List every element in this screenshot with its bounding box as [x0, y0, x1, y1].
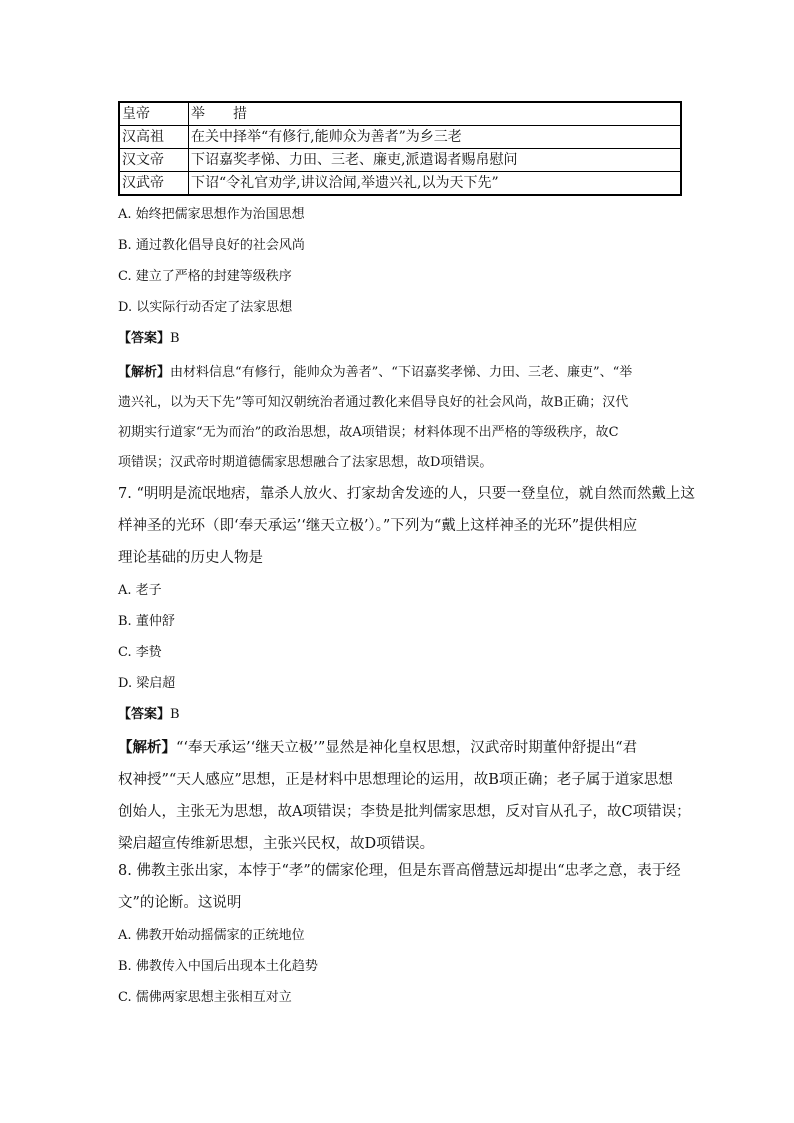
q6-option-a: A. 始终把儒家思想作为治国思想 — [118, 207, 305, 222]
table-row — [119, 149, 681, 172]
q8-option-c: C. 儒佛两家思想主张相互对立 — [118, 990, 292, 1005]
q7-analysis-line: 创始人，主张无为思想，故A项错误；李贽是批判儒家思想，反对盲从孔子，故C项错误； — [118, 804, 691, 820]
answer-tag: 【答案】 — [118, 707, 171, 722]
q6-analysis-line — [118, 364, 688, 382]
q7-option-d: D. 梁启超 — [118, 676, 176, 691]
q6-option-c: C. 建立了严格的封建等级秩序 — [118, 269, 292, 284]
analysis-tag: 【解析】 — [118, 365, 171, 380]
analysis-tag: 【解析】 — [118, 739, 176, 756]
answer-tag: 【答案】 — [118, 331, 171, 346]
table-cell: 汉武帝 — [119, 172, 189, 196]
q8-stem-line: 8. 佛教主张出家，本悖于“孝”的儒家伦理，但是东晋高僧慧远却提出“忠孝之意，表于经 — [118, 863, 681, 879]
q7-stem-line: 7. “明明是流氓地痞，靠杀人放火、打家劫舍发迹的人，只要一登皇位，就自然而然戴上这 — [118, 486, 695, 502]
q8-stem-line: 文”的论断。这说明 — [118, 895, 242, 911]
table-cell: 汉高祖 — [119, 126, 189, 149]
q7-option-b: B. 董仲舒 — [118, 614, 175, 629]
table-cell: 汉文帝 — [119, 149, 189, 172]
q7-analysis-line: 梁启超宣传维新思想，主张兴民权，故D项错误。 — [118, 836, 435, 852]
table-header-cell: 举 措 — [189, 102, 682, 126]
table-header-row — [119, 102, 681, 126]
q7-option-a: A. 老子 — [118, 583, 162, 598]
table-header-cell: 皇帝 — [119, 102, 189, 126]
q7-stem-line: 样神圣的光环（即‘奉天承运’‘继天立极’）。”下列为“戴上这样神圣的光环”提供相应 — [118, 518, 638, 534]
analysis-text: “‘奉天承运’‘继天立极’”显然是神化皇权思想，汉武帝时期董仲舒提出“君 — [176, 740, 638, 756]
q6-analysis-line: 遗兴礼，以为天下先”等可知汉朝统治者通过教化来倡导良好的社会风尚，故B正确；汉代 — [118, 395, 629, 410]
q7-analysis-line: 权神授”“天人感应”思想，正是材料中思想理论的运用，故B项正确；老子属于道家思想 — [118, 772, 673, 788]
analysis-text: 由材料信息“有修行，能帅众为善者”、“下诏嘉奖孝悌、力田、三老、廉吏”、“举 — [170, 365, 633, 380]
q7-option-c: C. 李贽 — [118, 645, 162, 660]
table-cell: 在关中择举“有修行,能帅众为善者”为乡三老 — [189, 126, 682, 149]
policy-table — [118, 101, 682, 196]
q7-analysis-line — [118, 739, 688, 757]
q6-answer — [118, 330, 688, 348]
q7-answer — [118, 706, 688, 724]
q6-analysis-line: 初期实行道家“无为而治”的政治思想，故A项错误；材料体现不出严格的等级秩序，故C — [118, 425, 619, 440]
q6-option-b: B. 通过教化倡导良好的社会风尚 — [118, 238, 305, 253]
q8-option-b: B. 佛教传入中国后出现本土化趋势 — [118, 959, 318, 974]
q6-option-d: D. 以实际行动否定了法家思想 — [118, 300, 293, 315]
table-row — [119, 126, 681, 149]
table-row — [119, 172, 681, 196]
q8-option-a: A. 佛教开始动摇儒家的正统地位 — [118, 928, 305, 943]
table-cell: 下诏嘉奖孝悌、力田、三老、廉吏,派遣谒者赐帛慰问 — [189, 149, 682, 172]
q7-stem-line: 理论基础的历史人物是 — [118, 550, 263, 566]
answer-value: B — [170, 331, 180, 346]
q6-analysis-line: 项错误；汉武帝时期道德儒家思想融合了法家思想，故D项错误。 — [118, 455, 493, 470]
answer-value: B — [170, 707, 180, 722]
table-cell: 下诏“令礼官劝学,讲议洽闻,举遗兴礼,以为天下先” — [189, 172, 682, 196]
